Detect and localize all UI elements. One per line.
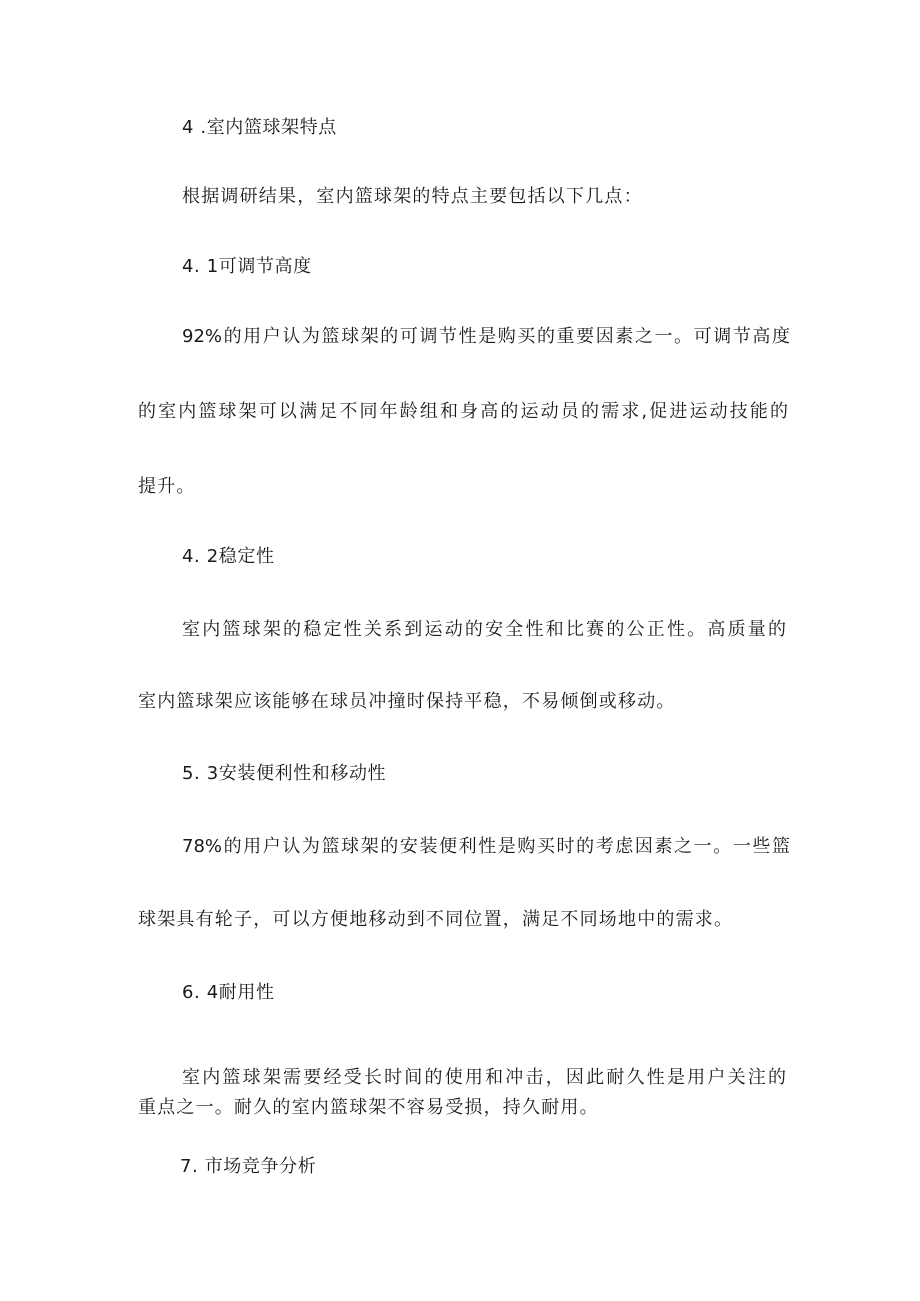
subsection-heading-adjustable-height: 4. 1可调节高度 [182, 256, 312, 277]
paragraph-line: 重点之一。耐久的室内篮球架不容易受损，持久耐用。 [138, 1097, 599, 1118]
paragraph-line: 92%的用户认为篮球架的可调节性是购买的重要因素之一。可调节高度 [182, 326, 790, 347]
section-title-market-competition: 7. 市场竞争分析 [180, 1156, 317, 1177]
subsection-heading-installation: 5. 3安装便利性和移动性 [182, 763, 387, 784]
paragraph-line: 的室内篮球架可以满足不同年龄组和身高的运动员的需求,促进运动技能的 [138, 401, 788, 422]
paragraph-line: 球架具有轮子，可以方便地移动到不同位置，满足不同场地中的需求。 [138, 909, 734, 930]
paragraph-line: 室内篮球架的稳定性关系到运动的安全性和比赛的公正性。高质量的 [182, 619, 786, 640]
subsection-heading-stability: 4. 2稳定性 [182, 546, 275, 567]
paragraph-line: 室内篮球架应该能够在球员冲撞时保持平稳，不易倾倒或移动。 [138, 691, 676, 712]
paragraph-line: 室内篮球架需要经受长时间的使用和冲击，因此耐久性是用户关注的 [182, 1067, 786, 1088]
section-title: 4 .室内篮球架特点 [182, 117, 337, 138]
subsection-heading-durability: 6. 4耐用性 [182, 982, 275, 1003]
paragraph-line: 提升。 [138, 476, 196, 497]
paragraph-line: 78%的用户认为篮球架的安装便利性是购买时的考虑因素之一。一些篮 [182, 836, 790, 857]
intro-paragraph: 根据调研结果，室内篮球架的特点主要包括以下几点： [182, 186, 643, 207]
